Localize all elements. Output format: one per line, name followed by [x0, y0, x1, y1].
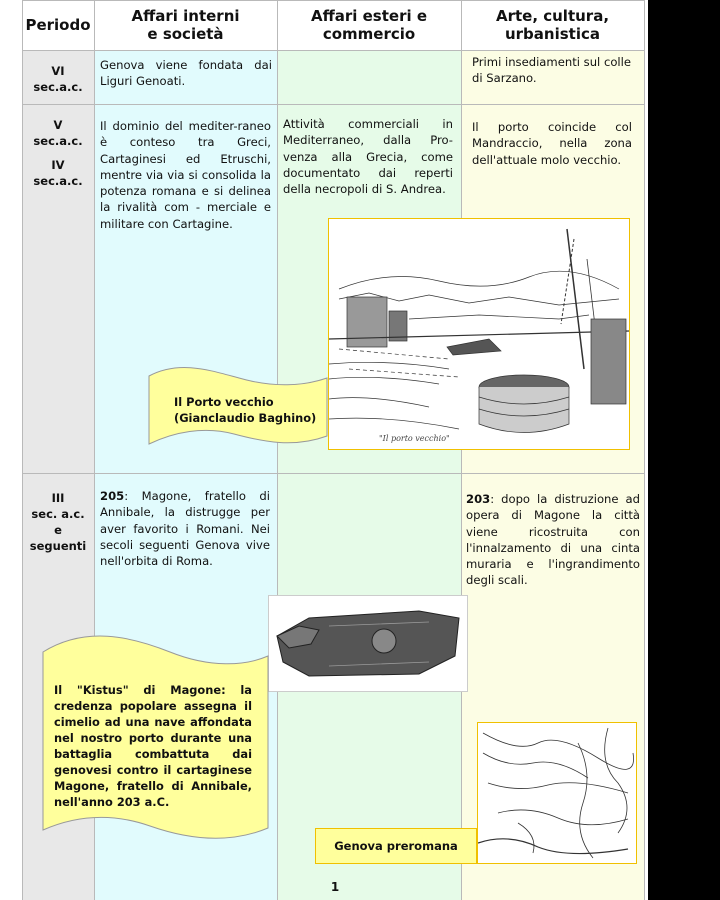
- header-affari-interni-label: Affari interni e società: [131, 7, 240, 43]
- kistus-callout: [40, 630, 272, 850]
- row3-arte-year: 203: [466, 492, 491, 506]
- row1-arte-text: Primi insediamenti sul colle di Sarzano.: [472, 55, 631, 86]
- period-label: IV: [51, 158, 65, 172]
- period-iii: [22, 490, 94, 554]
- map-image: [478, 723, 636, 863]
- genova-preromana-text: Genova preromana: [334, 839, 458, 853]
- period-vi: [22, 63, 94, 95]
- period-v-iv: [22, 117, 94, 189]
- kistus-text: Il "Kistus" di Magone: la credenza popolare assegna il cimelio ad una nave affondata nel nostro porto durante una battaglia combattuta dai genovesi contro il cartaginese Magone, fratello di Annibale, nell'anno 203 a.C.: [54, 683, 252, 809]
- kistus-image: [268, 595, 468, 692]
- sketch-caption: "Il porto vecchio": [379, 434, 450, 443]
- row3-interni-year: 205: [100, 489, 125, 503]
- page-number: 1: [330, 880, 340, 894]
- page-edge-bar: [648, 0, 720, 900]
- row2-interni-text: Il dominio del mediter-raneo è conteso tra Greci, Cartaginesi ed Etruschi, mentre via via si consolida la potenza romana e si delinea la rivalità com - merciale e militare con Cartagine.: [100, 119, 271, 231]
- period-label: V: [53, 118, 63, 132]
- header-affari-esteri-label: Affari esteri e commercio: [310, 7, 428, 43]
- header-arte-cultura: [461, 0, 644, 50]
- period-label: III: [51, 491, 65, 505]
- period-label: sec. a.c.: [31, 507, 85, 521]
- harbor-sketch-image: [329, 219, 629, 449]
- period-label: sec.a.c.: [33, 174, 83, 188]
- period-label: VI: [51, 64, 65, 78]
- porto-vecchio-sketch: [328, 218, 630, 450]
- porto-vecchio-author: (Gianclaudio Baghino): [174, 411, 317, 425]
- row3-interni-text: [100, 488, 270, 569]
- header-arte-cultura-label: Arte, cultura, urbanistica: [495, 7, 610, 43]
- row3-interni-body: : Magone, fratello di Annibale, la distrugge per aver favorito i Romani. Nei secoli seguenti Genova vive nell'orbita di Roma.: [100, 489, 270, 569]
- period-label: sec.a.c.: [33, 134, 83, 148]
- header-periodo: [22, 0, 94, 50]
- row1-interni-text: Genova viene fondata dai Liguri Genoati.: [100, 58, 272, 89]
- period-label: e: [54, 523, 62, 537]
- kistus-rostrum-image: [269, 596, 467, 691]
- header-periodo-label: Periodo: [25, 16, 91, 34]
- row2-esteri-text: Attività commerciali in Mediterraneo, dalla Pro-venza alla Grecia, come documentato dai reperti della necropoli di S. Andrea.: [283, 117, 453, 197]
- header-affari-esteri: [277, 0, 461, 50]
- period-label: seguenti: [29, 539, 87, 553]
- header-affari-interni: [94, 0, 277, 50]
- porto-vecchio-callout: [144, 364, 332, 450]
- porto-vecchio-title: Il Porto vecchio: [174, 395, 274, 409]
- row3-arte-body: : dopo la distruzione ad opera di Magone la città viene ricostruita con l'innalzamento di una cinta muraria e l'ingrandimento degli scali.: [466, 492, 640, 588]
- genova-preromana-map: [477, 722, 637, 864]
- row3-arte-text: [466, 491, 640, 589]
- genova-preromana-label: [315, 828, 477, 864]
- row2-arte-text: Il porto coincide col Mandraccio, nella zona dell'attuale molo vecchio.: [472, 120, 632, 167]
- period-label: sec.a.c.: [33, 80, 83, 94]
